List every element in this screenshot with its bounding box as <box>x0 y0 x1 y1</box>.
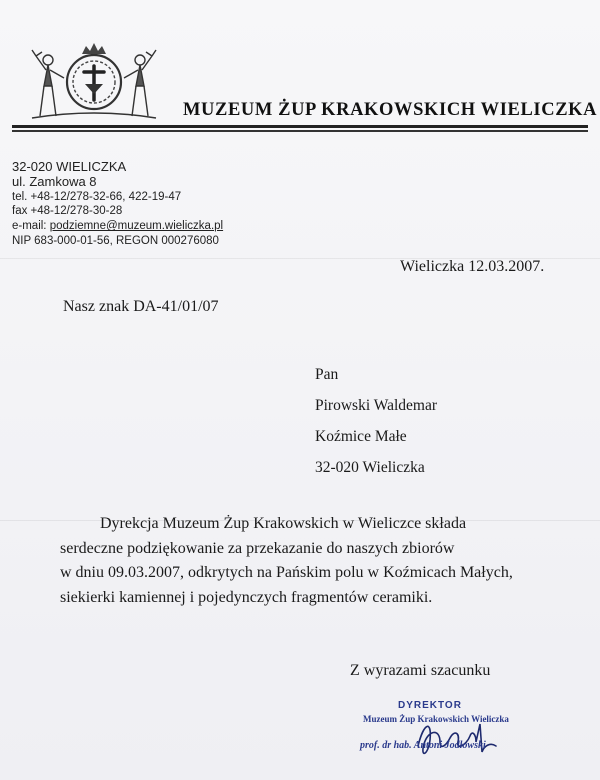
contact-email[interactable]: podziemne@muzeum.wieliczka.pl <box>49 220 224 233</box>
contact-email-label: e-mail: <box>12 220 50 233</box>
recipient-salutation: Pan <box>315 366 339 383</box>
reference-number: Nasz znak DA-41/01/07 <box>63 298 219 315</box>
handwritten-signature <box>410 716 500 762</box>
stamp-title: DYREKTOR <box>398 700 462 711</box>
stamp-organization: Muzeum Żup Krakowskich Wieliczka <box>363 714 509 724</box>
organization-name: MUZEUM ŻUP KRAKOWSKICH WIELICZKA <box>183 100 598 120</box>
stamp-signatory: prof. dr hab. Antoni Jodłowski <box>360 740 486 751</box>
body-line: w dniu 09.03.2007, odkrytych na Pańskim polu w Koźmicach Małych, <box>60 564 513 581</box>
museum-emblem-icon <box>30 38 158 124</box>
contact-postal: 32-020 WIELICZKA <box>12 159 127 174</box>
body-line: serdeczne podziękowanie za przekazanie do naszych zbiorów <box>60 539 455 557</box>
body-line: siekierki kamiennej i pojedynczych fragmentów ceramiki. <box>60 588 433 606</box>
recipient-postal: 32-020 Wieliczka <box>315 459 425 476</box>
contact-block <box>12 160 223 249</box>
contact-email-line <box>12 219 223 234</box>
closing-phrase: Z wyrazami szacunku <box>350 662 491 679</box>
recipient-town: Koźmice Małe <box>315 428 407 445</box>
contact-tel: tel. +48-12/278-32-66, 422-19-47 <box>12 190 182 203</box>
contact-nip-regon: NIP 683-000-01-56, REGON 000276080 <box>12 234 219 247</box>
header-rule-thin <box>12 130 588 132</box>
contact-fax: fax +48-12/278-30-28 <box>12 205 123 218</box>
header-rule-thick <box>12 125 588 128</box>
recipient-name: Pirowski Waldemar <box>315 397 438 414</box>
letter-date: Wieliczka 12.03.2007. <box>400 258 545 275</box>
contact-street: ul. Zamkowa 8 <box>12 173 97 189</box>
body-line: Dyrekcja Muzeum Żup Krakowskich w Wieliczce składa <box>100 515 467 532</box>
letter-body <box>60 512 538 610</box>
